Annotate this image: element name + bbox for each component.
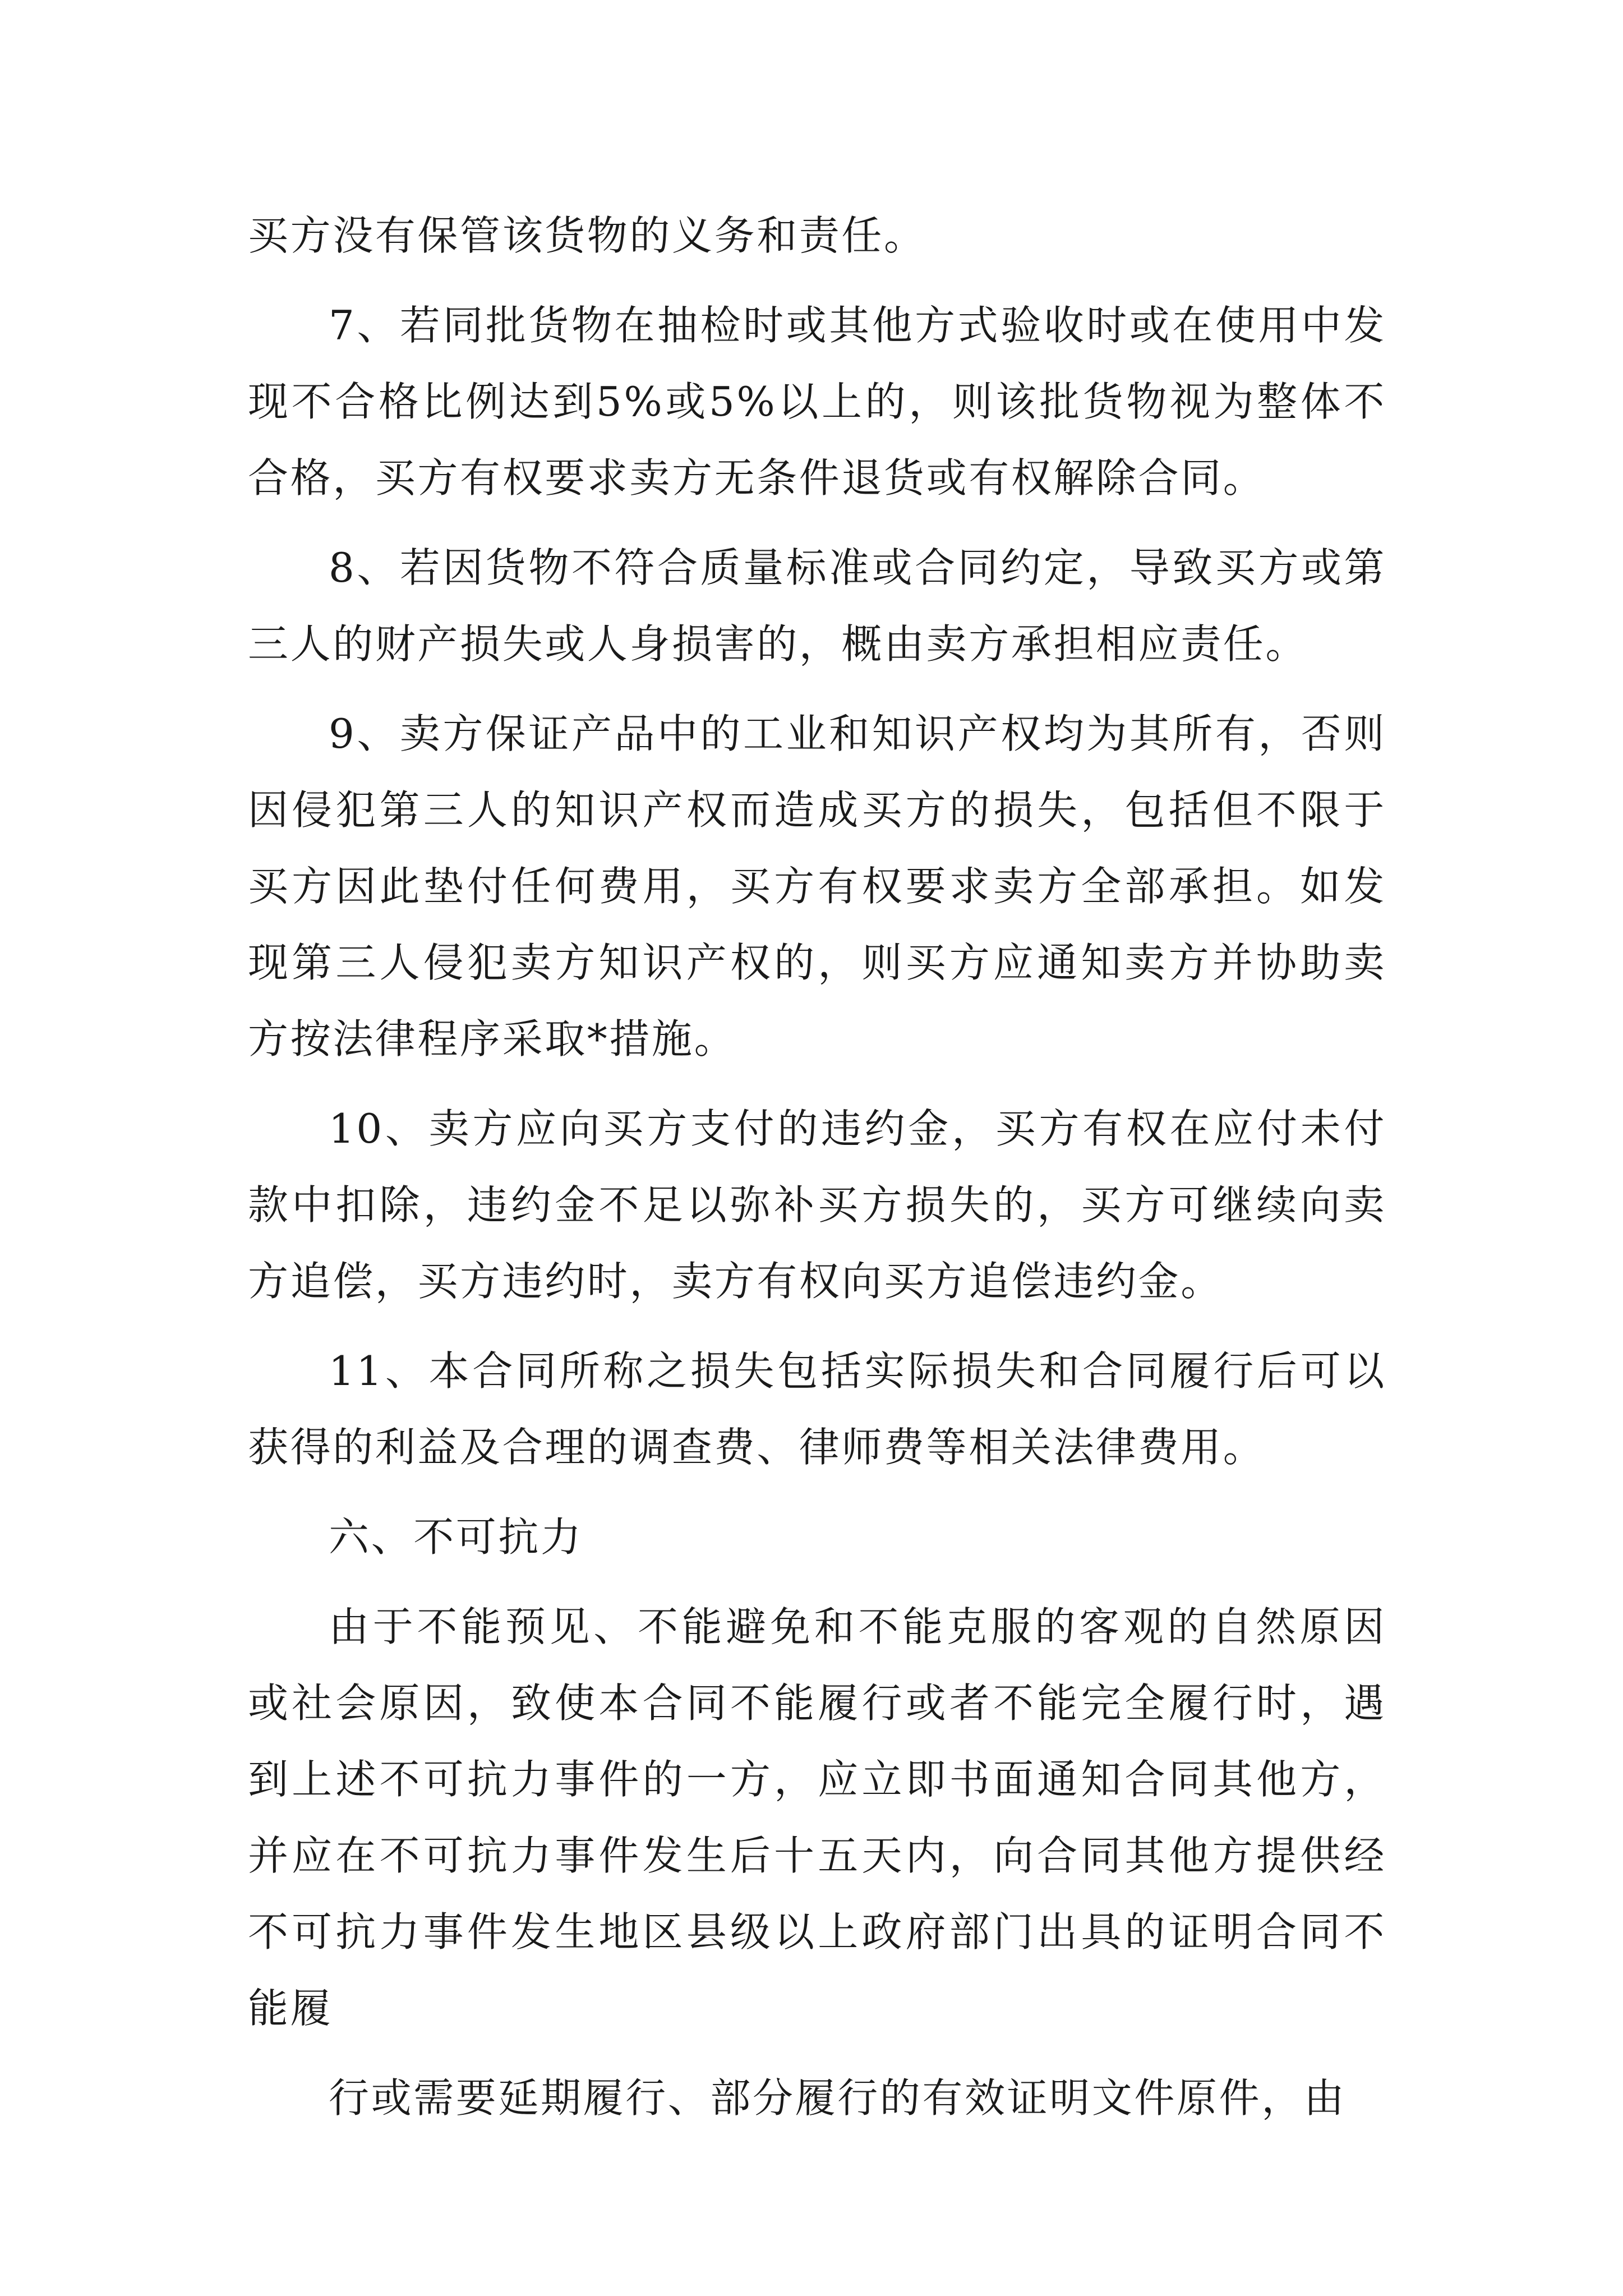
section-heading-force-majeure: 六、不可抗力 [329, 1513, 583, 1561]
paragraph-continued: 行或需要延期履行、部分履行的有效证明文件原件，由 [329, 2074, 1347, 2122]
document-body [248, 197, 1386, 2136]
paragraph-clause-9: 9、卖方保证产品中的工业和知识产权均为其所有，否则因侵犯第三人的知识产权而造成买方的损失，包括但不限于买方因此垫付任何费用，买方有权要求卖方全部承担。如发现第三人侵犯卖方知识产权的，则买方应通知卖方并协助卖方按法律程序采取*措施。 [248, 710, 1386, 1062]
paragraph-clause-11: 11、本合同所称之损失包括实际损失和合同履行后可以获得的利益及合理的调查费、律师费等相关法律费用。 [248, 1347, 1386, 1471]
paragraph-force-majeure: 由于不能预见、不能避免和不能克服的客观的自然原因或社会原因，致使本合同不能履行或者不能完全履行时，遇到上述不可抗力事件的一方，应立即书面通知合同其他方，并应在不可抗力事件发生后十五天内，向合同其他方提供经不可抗力事件发生地区县级以上政府部门出具的证明合同不能履 [248, 1603, 1386, 2032]
paragraph-clause-10: 10、卖方应向买方支付的违约金，买方有权在应付未付款中扣除，违约金不足以弥补买方损失的，买方可继续向卖方追偿，买方违约时，卖方有权向买方追偿违约金。 [248, 1105, 1386, 1305]
paragraph-clause-8: 8、若因货物不符合质量标准或合同约定，导致买方或第三人的财产损失或人身损害的，概由卖方承担相应责任。 [248, 544, 1386, 668]
paragraph-1: 买方没有保管该货物的义务和责任。 [248, 212, 926, 259]
paragraph-clause-7: 7、若同批货物在抽检时或其他方式验收时或在使用中发现不合格比例达到5%或5%以上的，则该批货物视为整体不合格，买方有权要求卖方无条件退货或有权解除合同。 [248, 302, 1386, 501]
